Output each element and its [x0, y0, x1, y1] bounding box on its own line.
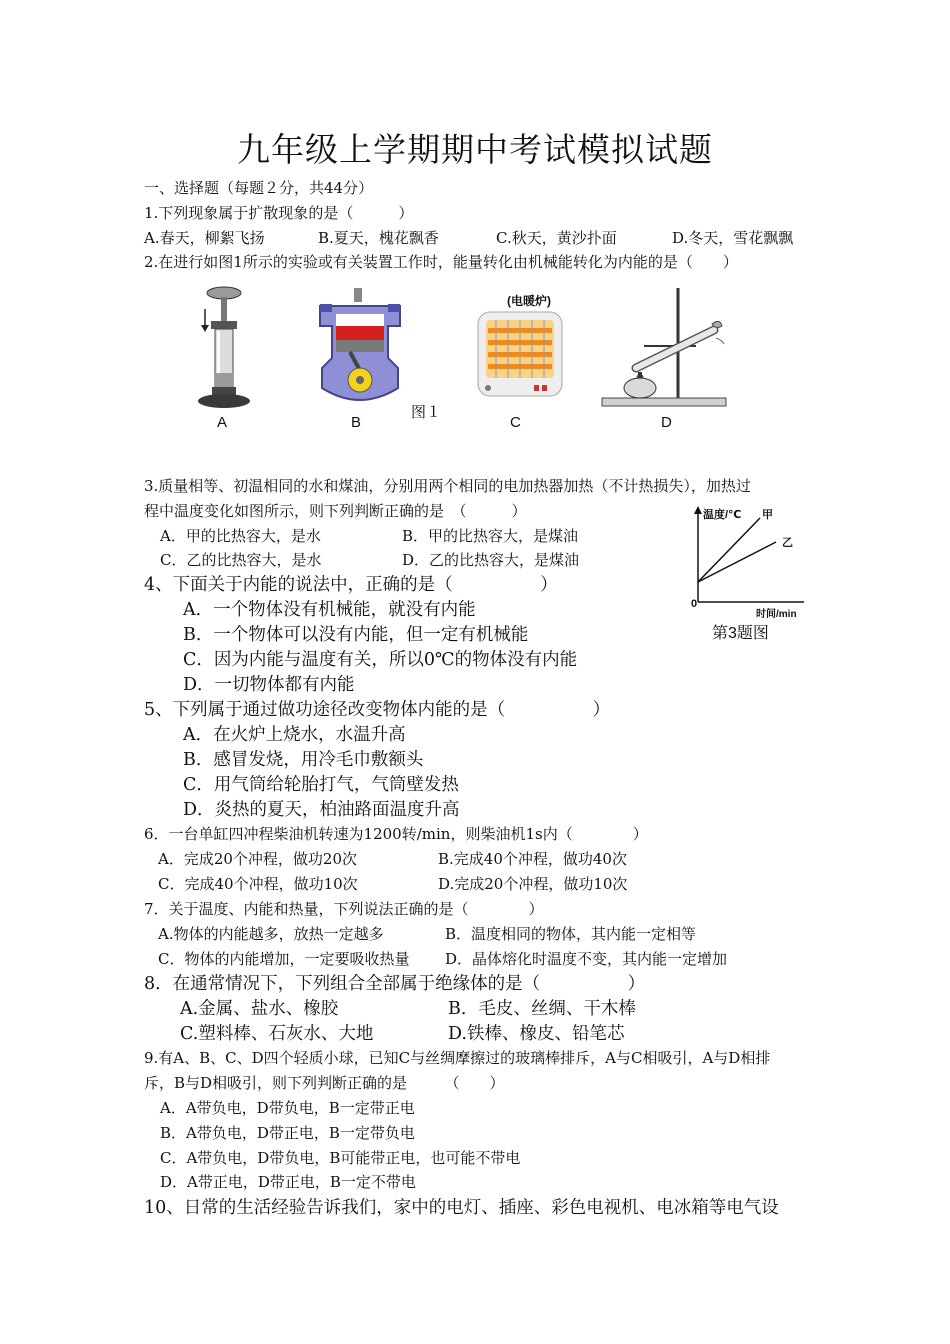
- q6-stem: 6．一台单缸四冲程柴油机转速为1200转/min，则柴油机1s内（ ）: [144, 825, 648, 843]
- line-jia: [698, 518, 760, 582]
- q1-option-a: A.春天，柳絮飞扬: [144, 229, 265, 247]
- q7-option-c: C．物体的内能增加，一定要吸收热量: [158, 950, 410, 968]
- q9-stem-line2: 斥，B与D相吸引，则下列判断正确的是 （ ）: [144, 1074, 505, 1092]
- q4-stem: 4、下面关于内能的说法中，正确的是（ ）: [144, 575, 558, 595]
- section-heading: 一、选择题（每题２分，共44分）: [144, 179, 374, 197]
- q9-stem-line1: 9.有A、B、C、D四个轻质小球，已知C与丝绸摩擦过的玻璃棒排斥，A与C相吸引，A与D相排: [144, 1049, 771, 1067]
- q5-stem: 5、下列属于通过做功途径改变物体内能的是（ ）: [144, 700, 611, 720]
- graph-line-b-label: 乙: [782, 537, 793, 549]
- q6-option-b: B.完成40个冲程，做功40次: [438, 850, 627, 868]
- q1-option-c: C.秋天，黄沙扑面: [496, 229, 617, 247]
- fire-syringe-figure: [196, 285, 252, 411]
- test-tube-experiment-figure: [596, 284, 730, 410]
- q5-option-d: D．炎热的夏天，柏油路面温度升高: [183, 800, 460, 820]
- q7-option-d: D．晶体熔化时温度不变，其内能一定增加: [445, 950, 728, 968]
- q4-option-d: D．一切物体都有内能: [183, 675, 355, 695]
- q8-option-b: B．毛皮、丝绸、干木棒: [448, 999, 636, 1019]
- q3-option-b: B．甲的比热容大，是煤油: [402, 527, 579, 545]
- heater-label: (电暖炉): [507, 294, 551, 308]
- graph-line-a-label: 甲: [762, 509, 773, 521]
- q3-option-a: A．甲的比热容大，是水: [160, 527, 321, 545]
- q3-option-c: C．乙的比热容大，是水: [160, 551, 322, 569]
- q3-stem-line1: 3.质量相等、初温相同的水和煤油，分别用两个相同的电加热器加热（不计热损失），加热过: [144, 477, 751, 495]
- q5-option-a: A．在火炉上烧水，水温升高: [183, 725, 406, 745]
- figure-label-d: D: [661, 414, 672, 431]
- q7-stem: 7．关于温度、内能和热量，下列说法正确的是（ ）: [144, 900, 544, 918]
- q10-stem: 10、日常的生活经验告诉我们，家中的电灯、插座、彩色电视机、电冰箱等电气设: [144, 1198, 779, 1218]
- q6-option-a: A．完成20个冲程，做功20次: [158, 850, 358, 868]
- graph-y-label: 温度/℃: [703, 509, 742, 521]
- q4-option-a: A．一个物体没有机械能，就没有内能: [183, 600, 476, 620]
- q3-stem-line2: 程中温度变化如图所示，则下列判断正确的是 （ ）: [144, 502, 527, 520]
- q2-stem: 2.在进行如图1所示的实验或有关装置工作时，能量转化由机械能转化为内能的是（ ）: [144, 253, 738, 271]
- q7-option-a: A.物体的内能越多，放热一定越多: [158, 925, 384, 943]
- q6-option-d: D.完成20个冲程，做功10次: [438, 875, 628, 893]
- q5-option-b: B．感冒发烧，用冷毛巾敷额头: [183, 750, 424, 770]
- q1-option-b: B.夏天，槐花飘香: [318, 229, 439, 247]
- graph-x-label: 时间/min: [756, 609, 797, 620]
- q1-option-d: D.冬天，雪花飘飘: [672, 229, 794, 247]
- q8-stem: 8．在通常情况下，下列组合全部属于绝缘体的是（ ）: [144, 974, 646, 994]
- q3-option-d: D．乙的比热容大，是煤油: [402, 551, 580, 569]
- q5-option-c: C．用气筒给轮胎打气，气筒壁发热: [183, 775, 459, 795]
- q1-stem: 1.下列现象属于扩散现象的是（ ）: [144, 204, 414, 222]
- q9-option-c: C．A带负电，D带负电，B可能带正电，也可能不带电: [160, 1149, 521, 1167]
- q6-option-c: C．完成40个冲程，做功10次: [158, 875, 358, 893]
- line-yi: [698, 542, 776, 582]
- figure-caption: 图１: [411, 403, 442, 421]
- q9-option-d: D．A带正电，D带正电，B一定不带电: [160, 1173, 416, 1191]
- graph-caption: 第3题图: [712, 625, 769, 642]
- page-title: 九年级上学期期中考试模拟试题: [237, 130, 713, 169]
- figure-label-a: A: [217, 414, 228, 431]
- q9-option-b: B．A带负电，D带正电，B一定带负电: [160, 1124, 415, 1142]
- q9-option-a: A．A带负电，D带负电，B一定带正电: [160, 1099, 415, 1117]
- q8-option-d: D.铁棒、橡皮、铅笔芯: [448, 1024, 625, 1044]
- graph-origin-label: 0: [691, 598, 698, 610]
- q7-option-b: B．温度相同的物体，其内能一定相等: [445, 925, 697, 943]
- q8-option-c: C.塑料棒、石灰水、大地: [180, 1024, 374, 1044]
- q8-option-a: A.金属、盐水、橡胶: [180, 999, 339, 1019]
- q4-option-b: B．一个物体可以没有内能，但一定有机械能: [183, 625, 529, 645]
- q4-option-c: C．因为内能与温度有关，所以0℃的物体没有内能: [183, 650, 578, 670]
- figure-label-c: C: [510, 414, 521, 431]
- electric-heater-figure: [474, 310, 566, 400]
- figure-label-b: B: [351, 414, 362, 431]
- engine-figure: [314, 288, 406, 406]
